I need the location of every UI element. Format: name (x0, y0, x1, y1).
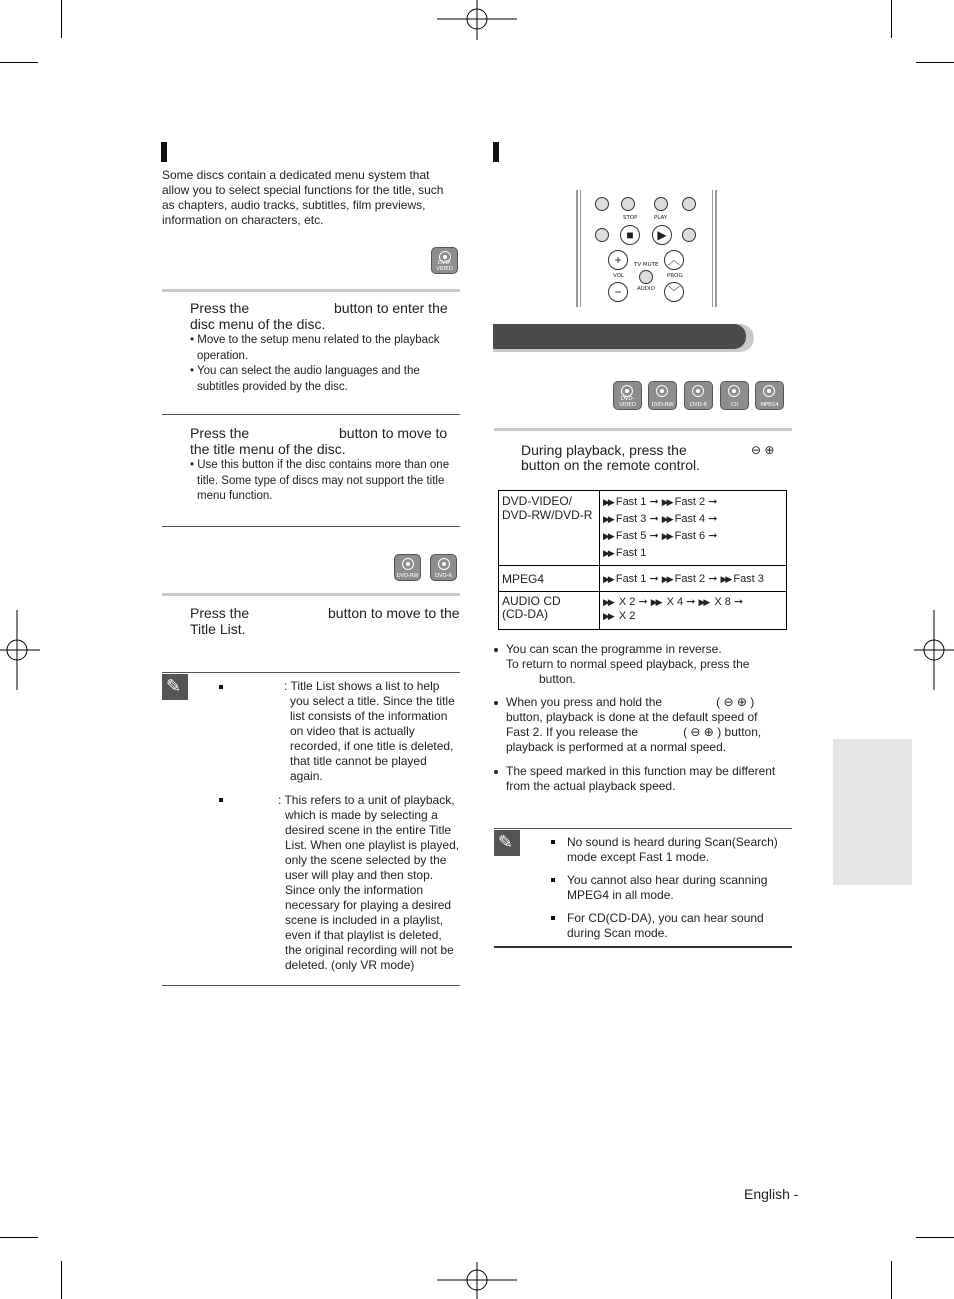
step-back-button-icon (621, 197, 635, 211)
dvd-r-disc-icon: DVD-R (430, 554, 457, 581)
note-speed: The speed marked in this function may be different from the actual playback speed. (506, 764, 776, 793)
note-bullet (551, 916, 555, 920)
search-buttons-icon: ⊖ ⊕ (751, 443, 775, 457)
step2-bullets: • Use this button if the disc contains more than one title. Some type of discs may not support the title menu function. (190, 459, 450, 502)
crop-mark (0, 62, 38, 63)
registration-mark (437, 1262, 517, 1299)
remote-control-illustration: STOP PLAY ■ ▶ + VOL TV MUTE AUDIO ︿ PROG − ﹀ (576, 190, 717, 307)
step-forward-button-icon (654, 197, 668, 211)
volume-down-icon: − (608, 282, 628, 302)
dvd-video-disc-icon: DVD-VIDEO (431, 247, 458, 274)
program-down-icon: ﹀ (664, 282, 684, 302)
divider (162, 526, 460, 527)
note-sound-3: For CD(CD-DA), you can hear sound during Scan mode. (567, 911, 764, 940)
crop-mark (916, 1237, 954, 1238)
note-icon: ✎ (494, 830, 520, 856)
step2-line1b: button to move to (339, 425, 448, 441)
scan-step-line2: button on the remote control. (521, 457, 700, 473)
note-playlist: : This refers to a unit of playback, which is made by selecting a desired scene in the entire Title List. When one playlist is played, only the scene selected by the user will play and then stop. Since only the information necessary for playing a desired scene is included in a playlist, even if that playlist is deleted, the original recording will not be deleted. (only VR mode) (278, 793, 460, 972)
section-marker (161, 142, 167, 162)
note-sound-1: No sound is heard during Scan(Search) mode except Fast 1 mode. (567, 835, 778, 864)
divider (162, 414, 460, 415)
step2-line1a: Press the (190, 425, 250, 441)
step3-line1a: Press the (190, 605, 250, 621)
skip-forward-button-icon (682, 197, 696, 211)
divider (162, 985, 460, 986)
program-up-icon: ︿ (664, 250, 684, 270)
scan-step-line1: During playback, press the (521, 442, 687, 458)
divider (162, 672, 460, 673)
divider (494, 428, 792, 431)
step3-line1b: button to move to the (328, 605, 460, 621)
note-bullet (219, 798, 223, 802)
divider (494, 946, 792, 948)
section-marker (493, 142, 499, 162)
step1-bullets: • Move to the setup menu related to the playback operation. • You can select the audio languages and the subtitles provided by the disc. (190, 334, 440, 393)
section-banner-fill (493, 324, 746, 349)
crop-mark (891, 0, 892, 38)
skip-back-button-icon (595, 197, 609, 211)
dvd-video-disc-icon: DVD-VIDEO (613, 381, 642, 410)
divider (494, 828, 792, 829)
crop-mark (0, 1237, 38, 1238)
note-bullet (551, 878, 555, 882)
bullet (494, 648, 498, 652)
dvd-r-disc-icon: DVD-R (684, 381, 713, 410)
crop-mark (916, 62, 954, 63)
step3-line2: Title List. (190, 621, 246, 637)
table-row: MPEG4 ▶▶ Fast 1 ➞ ▶▶ Fast 2 ➞ ▶▶ Fast 3 (499, 566, 787, 592)
dvd-rw-disc-icon: DVD-RW (648, 381, 677, 410)
note-bullet (551, 840, 555, 844)
divider (162, 593, 460, 596)
note-hold: When you press and hold the ( ⊖ ⊕ ) button, playback is done at the default speed of Fast 2. If you release the ( ⊖ ⊕ ) button, playback is performed at a normal speed. (506, 695, 762, 754)
crop-mark (61, 1261, 62, 1299)
scan-speed-table (498, 490, 787, 630)
registration-mark (914, 610, 954, 690)
bullet (494, 770, 498, 774)
page-footer: English - (744, 1186, 799, 1202)
stop-button-icon: ■ (620, 225, 640, 245)
play-pause-button-icon: ▶ (652, 225, 672, 245)
note-icon: ✎ (162, 674, 188, 700)
volume-up-icon: + (608, 250, 628, 270)
intro-text: Some discs contain a dedicated menu system that allow you to select special functions for the title, such as chapters, audio tracks, subtitles, film previews, information on characters, etc. (162, 168, 444, 227)
divider (162, 289, 460, 292)
note-reverse: You can scan the programme in reverse. To return to normal speed playback, press the button. (506, 642, 750, 686)
mute-button-icon (639, 270, 653, 284)
mpeg4-disc-icon: MPEG4 (755, 381, 784, 410)
fast-forward-button-icon (682, 228, 696, 242)
dvd-rw-disc-icon: DVD-RW (394, 554, 421, 581)
step1-line1a: Press the (190, 300, 250, 316)
rewind-button-icon (595, 228, 609, 242)
bullet (494, 701, 498, 705)
side-tab (833, 739, 912, 885)
note-bullet (219, 685, 223, 689)
table-row: AUDIO CD (CD-DA) ▶▶ X 2 ➞ ▶▶ X 4 ➞ ▶▶ X 8 ➞ ▶▶ X 2 (499, 592, 787, 630)
note-title-list: : Title List shows a list to help you select a title. Since the title list consists of the information on video that is actually recorded, if one title is deleted, that title cannot be played again. (284, 679, 455, 783)
cd-disc-icon: CD (720, 381, 749, 410)
registration-mark (0, 610, 40, 690)
registration-mark (437, 0, 517, 40)
note-sound-2: You cannot also hear during scanning MPEG4 in all mode. (567, 873, 768, 902)
step1-line1b: button to enter the (334, 300, 448, 316)
crop-mark (61, 0, 62, 38)
step1-line2: disc menu of the disc. (190, 316, 326, 332)
crop-mark (891, 1261, 892, 1299)
step2-line2: the title menu of the disc. (190, 441, 346, 457)
table-row: DVD-VIDEO/ DVD-RW/DVD-R ▶▶ Fast 1 ➞ ▶▶ Fast 2 ➞ ▶▶ Fast 3 ➞ ▶▶ Fast 4 ➞ ▶▶ Fast 5 ➞ ▶▶ Fast 6 ➞ ▶▶ Fast 1 (499, 491, 787, 566)
